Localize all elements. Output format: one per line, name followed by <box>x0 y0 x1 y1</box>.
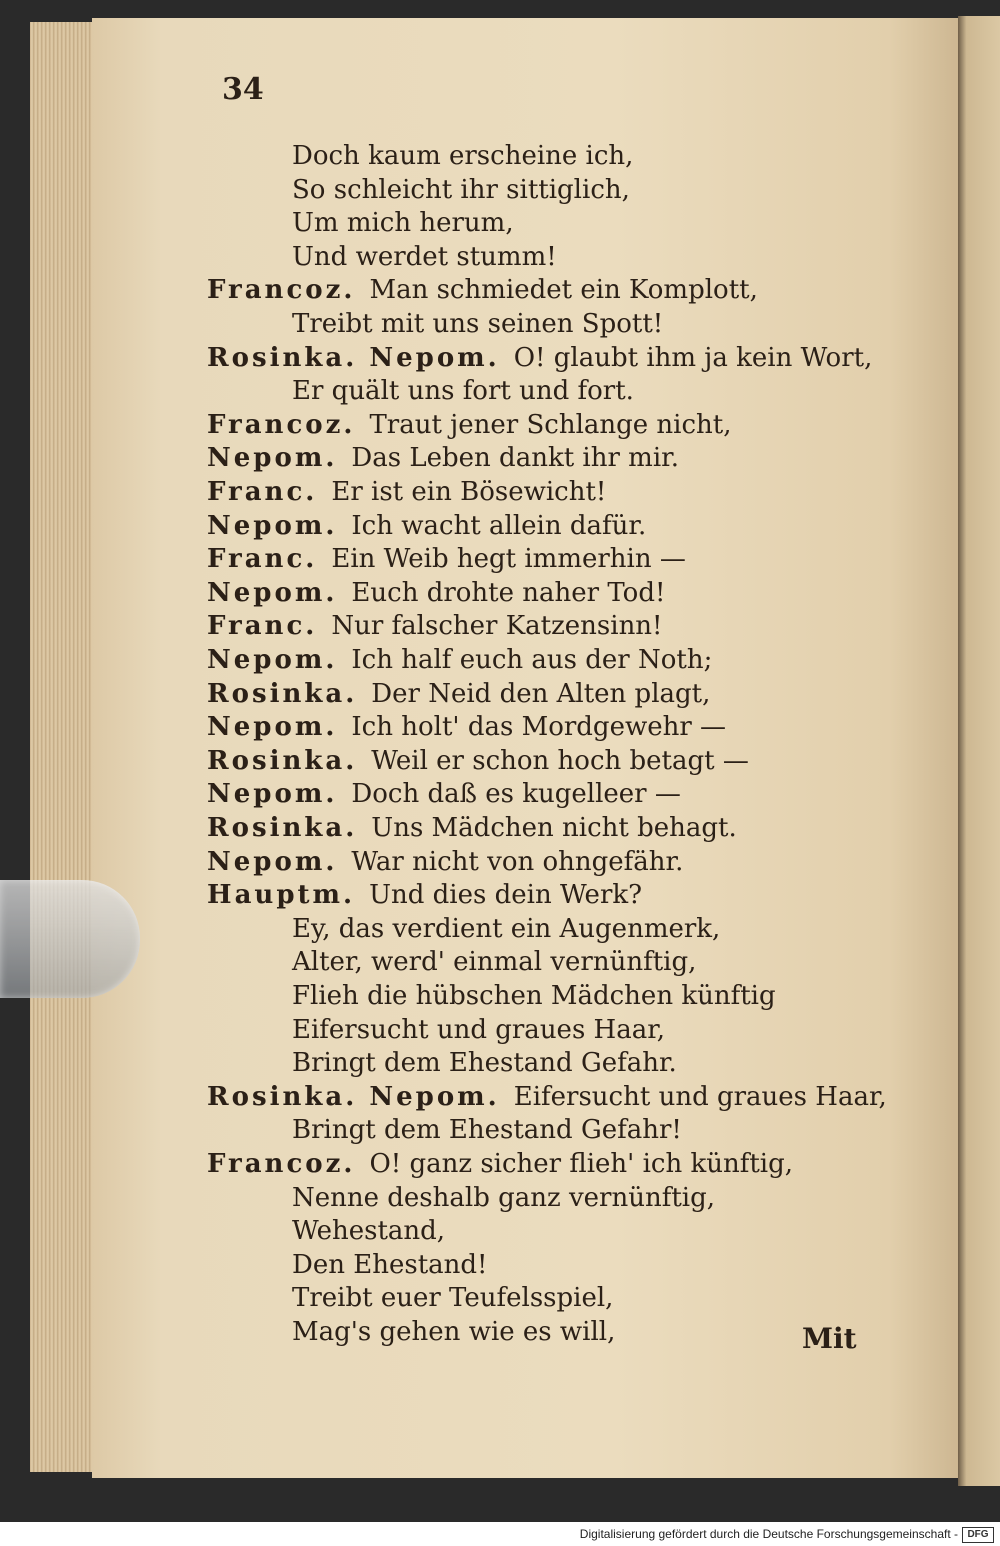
text-line <box>292 143 633 169</box>
verse-text: Er quält uns fort und fort. <box>292 376 634 407</box>
text-line <box>292 1216 446 1247</box>
verse-text: Euch drohte naher Tod! <box>351 577 666 608</box>
verse-text: War nicht von ohngefähr. <box>351 846 684 877</box>
text-line <box>207 443 679 474</box>
verse-text: Alter, werd' einmal vernünftig, <box>292 947 697 978</box>
verse-text: Ich half euch aus der Noth; <box>351 645 713 675</box>
page-number: 34 <box>222 72 264 107</box>
text-line <box>292 311 663 337</box>
speaker-label: Rosinka. <box>207 678 358 709</box>
verse-text: Den Ehestand! <box>292 1249 488 1280</box>
verse-text: Mag's gehen wie es will, <box>292 1317 616 1347</box>
text-line <box>207 779 681 810</box>
text-line <box>207 1081 887 1112</box>
verse-text: Eifersucht und graues Haar, <box>292 1014 666 1045</box>
verse-text: So schleicht ihr sittiglich, <box>292 174 630 205</box>
verse-text: Das Leben dankt ihr mir. <box>351 443 679 474</box>
text-line <box>207 510 647 541</box>
verse-text: Bringt dem Ehestand Gefahr. <box>292 1048 677 1079</box>
bookmark-clip <box>0 880 140 998</box>
verse-text: Man schmiedet ein Komplott, <box>369 275 758 306</box>
text-line <box>292 208 514 239</box>
text-line <box>207 1151 793 1177</box>
text-line <box>207 611 663 642</box>
text-line <box>207 479 606 505</box>
text-line <box>292 913 721 944</box>
speaker-label: Nepom. <box>207 577 338 608</box>
text-line <box>292 241 557 272</box>
text-line <box>292 376 634 407</box>
speaker-label: Nepom. <box>207 443 338 474</box>
dfg-logo: DFG <box>962 1527 994 1543</box>
speaker-label: Rosinka. <box>207 745 358 776</box>
text-line <box>292 1283 614 1314</box>
text-line <box>292 947 697 978</box>
text-line <box>207 275 758 306</box>
verse-text: Und dies dein Werk? <box>369 880 643 911</box>
text-line <box>207 342 873 373</box>
text-line <box>207 577 666 608</box>
verse-text: Traut jener Schlange nicht, <box>369 409 732 440</box>
speaker-label: Francoz. <box>207 1149 356 1179</box>
verse-text: Uns Mädchen nicht behagt. <box>371 813 737 843</box>
text-line <box>207 544 686 575</box>
verse-text: Nur falscher Katzensinn! <box>331 611 663 642</box>
verse-text: Ein Weib hegt immerhin — <box>331 544 686 575</box>
verse-text: Und werdet stumm! <box>292 241 557 272</box>
verse-text: O! ganz sicher flieh' ich künftig, <box>369 1149 794 1179</box>
verse-text: Nenne deshalb ganz vernünftig, <box>292 1182 716 1213</box>
verse-text: Ich wacht allein dafür. <box>351 510 647 541</box>
text-line <box>292 1115 682 1146</box>
verse-text: Um mich herum, <box>292 208 514 239</box>
text-line <box>292 174 630 205</box>
verse-text: Wehestand, <box>292 1216 446 1247</box>
speaker-label: Francoz. <box>207 409 356 440</box>
speaker-label: Rosinka. Nepom. <box>207 342 500 373</box>
verse-text: Treibt mit uns seinen Spott! <box>292 309 664 339</box>
verse-text: Bringt dem Ehestand Gefahr! <box>292 1115 682 1146</box>
text-line <box>207 678 711 709</box>
footer-bar <box>0 1522 1000 1546</box>
text-line <box>292 1319 615 1345</box>
verse-text: Doch daß es kugelleer — <box>351 779 681 810</box>
text-line <box>207 647 712 673</box>
speaker-label: Rosinka. Nepom. <box>207 1081 500 1112</box>
speaker-label: Rosinka. <box>207 813 358 843</box>
footer-credit: Digitalisierung gefördert durch die Deutsche Forschungsgemeinschaft - <box>579 1527 958 1541</box>
speaker-label: Franc. <box>207 477 318 507</box>
speaker-label: Nepom. <box>207 510 338 541</box>
speaker-label: Hauptm. <box>207 880 356 911</box>
speaker-label: Franc. <box>207 611 318 642</box>
text-line <box>292 983 776 1009</box>
verse-text: Ich holt' das Mordgewehr — <box>351 712 727 743</box>
verse-text: Er ist ein Bösewicht! <box>331 477 607 507</box>
verse-text: Flieh die hübschen Mädchen künftig <box>292 981 776 1011</box>
text-line <box>207 815 737 841</box>
text-line <box>292 1182 716 1213</box>
speaker-label: Nepom. <box>207 846 338 877</box>
speaker-label: Franc. <box>207 544 318 575</box>
verse-text: Weil er schon hoch betagt — <box>371 745 749 776</box>
speaker-label: Francoz. <box>207 275 356 306</box>
facing-page-edge <box>958 16 1000 1486</box>
text-line <box>207 846 684 877</box>
text-line <box>207 880 643 911</box>
verse-text: Ey, das verdient ein Augenmerk, <box>292 913 721 944</box>
verse-text: Der Neid den Alten plagt, <box>371 678 711 709</box>
text-line <box>207 409 732 440</box>
text-line <box>207 712 727 743</box>
page-edges <box>30 22 100 1472</box>
text-line <box>292 1014 666 1045</box>
text-line <box>207 745 749 776</box>
verse-text: Doch kaum erscheine ich, <box>292 141 634 171</box>
speaker-label: Nepom. <box>207 779 338 810</box>
catchword: Mit <box>802 1322 857 1355</box>
speaker-label: Nepom. <box>207 645 338 675</box>
speaker-label: Nepom. <box>207 712 338 743</box>
text-line <box>292 1048 677 1079</box>
verse-text: Treibt euer Teufelsspiel, <box>292 1283 614 1314</box>
verse-text: Eifersucht und graues Haar, <box>513 1081 887 1112</box>
verse-text: O! glaubt ihm ja kein Wort, <box>513 342 873 373</box>
text-line <box>292 1249 488 1280</box>
